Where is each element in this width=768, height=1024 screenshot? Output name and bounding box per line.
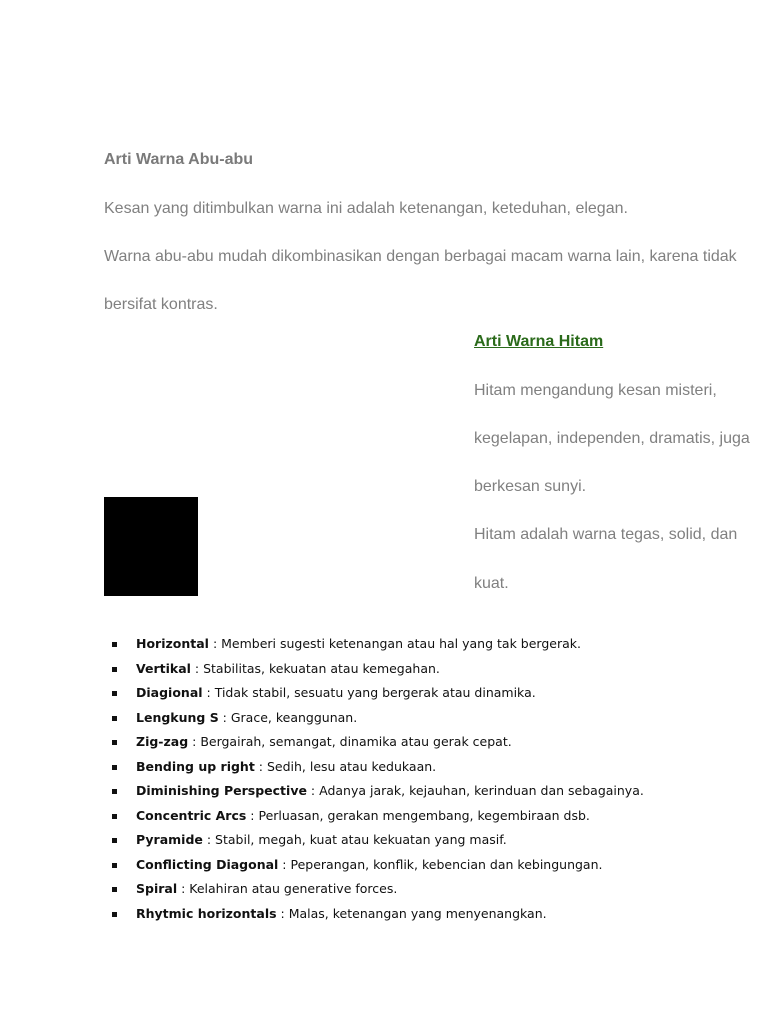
list-item-term: Vertikal <box>136 660 191 676</box>
square-bullet-icon <box>112 716 117 721</box>
hitam-line-5: kuat. <box>474 575 509 592</box>
list-item <box>112 879 644 904</box>
square-bullet-icon <box>112 691 117 696</box>
square-bullet-icon <box>112 789 117 794</box>
list-item-term: Pyramide <box>136 832 203 847</box>
list-item <box>112 855 644 880</box>
list-item <box>112 683 644 708</box>
square-bullet-icon <box>112 667 117 672</box>
square-bullet-icon <box>112 912 117 917</box>
list-item-desc: : Grace, keanggunan. <box>218 709 358 725</box>
list-item-desc: : Perluasan, gerakan mengembang, kegembiraan dsb. <box>246 807 590 823</box>
list-item-term: Spiral <box>136 881 178 896</box>
hitam-title-link[interactable]: Arti Warna Hitam <box>474 333 604 350</box>
list-item-desc: : Stabil, megah, kuat atau kekuatan yang masif. <box>202 832 507 847</box>
list-item-desc: : Memberi sugesti ketenangan atau hal yang tak bergerak. <box>208 636 581 651</box>
hitam-line-4: Hitam adalah warna tegas, solid, dan <box>474 526 738 543</box>
list-item <box>112 634 644 659</box>
list-item-term: Lengkung S <box>136 709 219 725</box>
list-item-term: Conflicting Diagonal <box>136 856 279 872</box>
hitam-line-2: kegelapan, independen, dramatis, juga <box>474 430 750 447</box>
list-item <box>112 904 644 929</box>
list-item-desc: : Tidak stabil, sesuatu yang bergerak atau dinamika. <box>202 685 536 700</box>
list-item-term: Diagional <box>136 685 203 700</box>
square-bullet-icon <box>112 740 117 745</box>
list-item-desc: : Sedih, lesu atau kedukaan. <box>254 758 437 774</box>
list-item-term: Rhytmic horizontals <box>136 905 277 921</box>
list-item <box>112 806 644 831</box>
square-bullet-icon <box>112 863 117 868</box>
hitam-line-3: berkesan sunyi. <box>474 478 587 495</box>
list-item-term: Horizontal <box>136 636 209 651</box>
line-meaning-list <box>112 634 644 928</box>
list-item-desc: : Kelahiran atau generative forces. <box>177 881 398 896</box>
abu-abu-paragraph-2-line-1: Warna abu-abu mudah dikombinasikan dengan berbagai macam warna lain, karena tidak <box>104 248 737 265</box>
square-bullet-icon <box>112 642 117 647</box>
square-bullet-icon <box>112 838 117 843</box>
list-item <box>112 830 644 855</box>
list-item-term: Bending up right <box>136 758 255 774</box>
black-color-swatch <box>104 497 198 596</box>
list-item-desc: : Stabilitas, kekuatan atau kemegahan. <box>190 660 440 676</box>
list-item-term: Diminishing Perspective <box>136 783 307 798</box>
list-item-term: Concentric Arcs <box>136 807 247 823</box>
abu-abu-paragraph-1: Kesan yang ditimbulkan warna ini adalah ketenangan, keteduhan, elegan. <box>104 200 628 217</box>
list-item <box>112 781 644 806</box>
square-bullet-icon <box>112 765 117 770</box>
list-item <box>112 732 644 757</box>
abu-abu-title: Arti Warna Abu-abu <box>104 151 254 168</box>
hitam-line-1: Hitam mengandung kesan misteri, <box>474 382 717 399</box>
list-item-term: Zig-zag <box>136 734 189 749</box>
abu-abu-paragraph-2-line-2: bersifat kontras. <box>104 296 218 313</box>
list-item <box>112 659 644 684</box>
list-item-desc: : Adanya jarak, kejauhan, kerinduan dan sebagainya. <box>306 783 644 798</box>
list-item-desc: : Bergairah, semangat, dinamika atau gerak cepat. <box>188 734 512 749</box>
square-bullet-icon <box>112 814 117 819</box>
list-item <box>112 708 644 733</box>
list-item-desc: : Peperangan, konflik, kebencian dan kebingungan. <box>278 856 603 872</box>
list-item-desc: : Malas, ketenangan yang menyenangkan. <box>276 905 547 921</box>
list-item <box>112 757 644 782</box>
square-bullet-icon <box>112 887 117 892</box>
